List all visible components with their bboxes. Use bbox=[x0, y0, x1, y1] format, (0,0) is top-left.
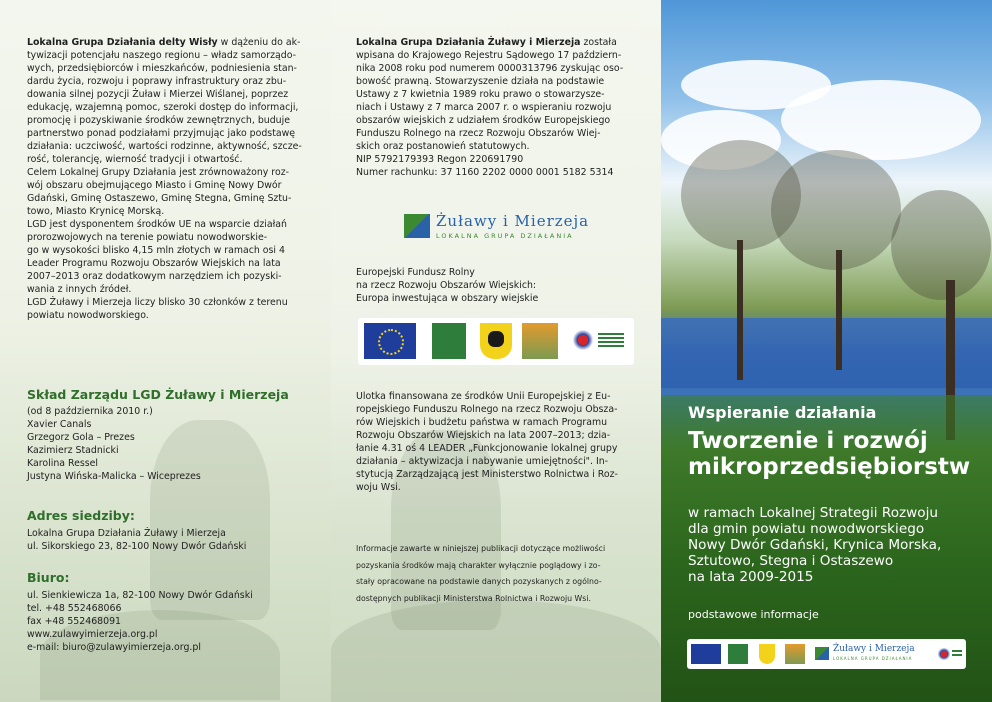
eu-fund-line: Europejski Fundusz Rolny bbox=[356, 267, 475, 278]
lgd-logo-subtitle: LOKALNA GRUPA DZIAŁANIA bbox=[436, 232, 574, 240]
intro-line: towo, Miasto Krynicę Morską. bbox=[27, 206, 165, 217]
intro-line: w dążeniu do ak- bbox=[220, 37, 301, 48]
intro-line: Leader Programu Rozwoju Obszarów Wiejskich na lata bbox=[27, 258, 281, 269]
intro-line: partnerstwo ponad podziałami przyjmując jako podstawę bbox=[27, 128, 296, 139]
disclaimer-line: Informacje zawarte w niniejszej publikacji dotyczące możliwości bbox=[356, 544, 606, 553]
intro-line: Gdański, Gminę Ostaszewo, Gminę Stegna, Gminę Sztu- bbox=[27, 193, 292, 204]
funding-line: woju Wsi. bbox=[356, 482, 401, 493]
cover-subtitle-line: w ramach Lokalnej Strategii Rozwoju bbox=[688, 505, 938, 521]
intro-line: została bbox=[583, 37, 617, 48]
intro-line: tywizacji potencjału naszego regionu – władz samorządo- bbox=[27, 50, 297, 61]
intro-line: wój obszaru obejmującego Miasto i Gminę Nowy Dwór bbox=[27, 180, 282, 191]
flooded-meadow-water bbox=[661, 318, 992, 388]
eu-fund-text bbox=[356, 266, 637, 305]
address-line: Lokalna Grupa Działania Żuławy i Mierzeja bbox=[27, 528, 226, 539]
intro-line: prorozwojowych na terenie powiatu nowodworskie- bbox=[27, 232, 268, 243]
board-members-list bbox=[27, 405, 307, 483]
intro-line: powiatu nowodworskiego. bbox=[27, 310, 149, 321]
cover-title-line: Tworzenie i rozwój bbox=[688, 428, 928, 454]
intro-line: wpisana do Krajowego Rejestru Sądowego 17 październ- bbox=[356, 50, 622, 61]
board-line: Xavier Canals bbox=[27, 419, 92, 430]
people-logo-icon bbox=[522, 323, 558, 359]
funding-line: Ulotka finansowana ze środków Unii Europejskiej z Eu- bbox=[356, 391, 611, 402]
prow-logo-icon bbox=[570, 323, 628, 359]
funding-line: ropejskiego Funduszu Rolnego na rzecz Rozwoju Obsza- bbox=[356, 404, 618, 415]
funding-line: działania – aktywizacja i nabywanie umiejętności". In- bbox=[356, 456, 609, 467]
cover-subtitle bbox=[688, 505, 941, 585]
intro-line: dardu życia, rozwoju i poprawy infrastruktury oraz zbu- bbox=[27, 76, 287, 87]
cover-panel bbox=[661, 0, 992, 702]
left-intro-bold: Lokalna Grupa Działania delty Wisły bbox=[27, 37, 218, 48]
intro-line: wych, przedsiębiorców i mieszkańców, podniesienia stan- bbox=[27, 63, 297, 74]
intro-line: skich oraz postanowień statutowych. bbox=[356, 141, 530, 152]
email-link[interactable]: e-mail: biuro@zulawyimierzeja.org.pl bbox=[27, 642, 201, 653]
eu-flag-icon bbox=[691, 644, 721, 664]
intro-line: nika 2008 roku pod numerem 0000313796 zyskując oso- bbox=[356, 63, 624, 74]
cover-kicker: Wspieranie działania bbox=[688, 403, 877, 422]
intro-line: bowość prawną. Stowarzyszenie działa na podstawie bbox=[356, 76, 605, 87]
cloud-shape bbox=[781, 80, 981, 160]
lgd-logo-mark-icon bbox=[815, 647, 829, 660]
disclaimer-text bbox=[356, 541, 637, 607]
office-section-title: Biuro: bbox=[27, 570, 70, 585]
intro-line: LGD Żuławy i Mierzeja liczy blisko 30 członków z terenu bbox=[27, 297, 288, 308]
prow-logo-icon bbox=[937, 644, 963, 664]
address-block bbox=[27, 527, 307, 553]
board-line: Karolina Ressel bbox=[27, 458, 98, 469]
address-section-title: Adres siedziby: bbox=[27, 508, 135, 523]
funding-line: łanie 4.31 oś 4 LEADER „Funkcjonowanie lokalnej grupy bbox=[356, 443, 618, 454]
intro-line: LGD jest dysponentem środków UE na wsparcie działań bbox=[27, 219, 287, 230]
intro-line: niach i Ustawy z 7 marca 2007 r. o wspieraniu rozwoju bbox=[356, 102, 612, 113]
intro-line: rość, tolerancję, wierność tradycji i otwartość. bbox=[27, 154, 243, 165]
leader-logo-icon bbox=[432, 323, 466, 359]
intro-line: promocję i pozyskiwanie środków zewnętrznych, buduje bbox=[27, 115, 290, 126]
board-section-title: Skład Zarządu LGD Żuławy i Mierzeja bbox=[27, 387, 289, 402]
cover-subtitle-line: Nowy Dwór Gdański, Krynica Morska, bbox=[688, 537, 942, 553]
board-line: Grzegorz Gola – Prezes bbox=[27, 432, 135, 443]
pomorskie-crest-icon bbox=[480, 323, 512, 359]
fax-line: fax +48 552468091 bbox=[27, 616, 122, 627]
lgd-logo-name: Żuławy i Mierzeja bbox=[436, 212, 590, 230]
intro-line: obszarów wiejskich z udziałem środków Europejskiego bbox=[356, 115, 611, 126]
disclaimer-line: stały opracowane na podstawie danych pozyskanych z ogólno- bbox=[356, 577, 602, 586]
lgd-logo-name: Żuławy i Mierzeja bbox=[833, 644, 915, 654]
eu-fund-line: Europa inwestująca w obszary wiejskie bbox=[356, 293, 539, 304]
address-line: ul. Sikorskiego 23, 82-100 Nowy Dwór Gdański bbox=[27, 541, 247, 552]
tree-trunk-shape bbox=[737, 240, 743, 380]
pomorskie-crest-icon bbox=[759, 644, 775, 664]
middle-intro-text bbox=[356, 36, 637, 179]
funding-line: rów Wiejskich i budżetu państwa w ramach Programu bbox=[356, 417, 608, 428]
funding-line: stytucją Zarządzającą jest Ministerstwo Rolnictwa i Roz- bbox=[356, 469, 618, 480]
cover-subtitle-line: Sztutowo, Stegna i Ostaszewo bbox=[688, 553, 894, 569]
cover-basic-info: podstawowe informacje bbox=[688, 608, 819, 621]
lgd-logo bbox=[404, 212, 594, 242]
office-contact-block bbox=[27, 589, 307, 654]
funding-text bbox=[356, 390, 637, 494]
bank-account-line: Numer rachunku: 37 1160 2202 0000 0001 5182 5314 bbox=[356, 167, 614, 178]
leader-logo-icon bbox=[728, 644, 748, 664]
left-intro-text bbox=[27, 36, 307, 322]
disclaimer-line: dostępnych publikacji Ministerstwa Rolnictwa i Rozwoju Wsi. bbox=[356, 593, 591, 603]
board-line: (od 8 października 2010 r.) bbox=[27, 406, 153, 417]
tree-crown-shape bbox=[891, 190, 991, 300]
intro-line: 2007–2013 oraz dodatkowym narzędziem ich pozyski- bbox=[27, 271, 282, 282]
website-link[interactable]: www.zulawyimierzeja.org.pl bbox=[27, 629, 158, 640]
intro-line: go w wysokości blisko 4,15 mln złotych w ramach osi 4 bbox=[27, 245, 285, 256]
middle-intro-bold: Lokalna Grupa Działania Żuławy i Mierzeja bbox=[356, 37, 581, 48]
intro-line: Ustawy z 7 kwietnia 1989 roku prawo o stowarzysze- bbox=[356, 89, 605, 100]
board-line: Justyna Wińska-Malicka – Wiceprezes bbox=[27, 471, 201, 482]
disclaimer-line: pozyskania środków mają charakter wyłącznie poglądowy i zo- bbox=[356, 560, 601, 570]
nip-regon-line: NIP 5792179393 Regon 220691790 bbox=[356, 154, 524, 165]
phone-line: tel. +48 552468066 bbox=[27, 603, 122, 614]
board-line: Kazimierz Stadnicki bbox=[27, 445, 119, 456]
lgd-logo-subtitle: LOKALNA GRUPA DZIAŁANIA bbox=[833, 656, 913, 661]
cover-subtitle-line: na lata 2009-2015 bbox=[688, 569, 814, 585]
funding-line: Rozwoju Obszarów Wiejskich na lata 2007–2013; dzia- bbox=[356, 430, 611, 441]
intro-line: edukację, wzajemną pomoc, szeroki dostęp do informacji, bbox=[27, 102, 299, 113]
intro-line: Celem Lokalnej Grupy Działania jest zrównoważony roz- bbox=[27, 167, 289, 178]
background-grass-silhouette bbox=[331, 600, 661, 702]
people-logo-icon bbox=[785, 644, 805, 664]
cover-sponsor-strip bbox=[687, 639, 966, 669]
intro-line: działania: uczciwość, wartości rodzinne, aktywność, szcze- bbox=[27, 141, 302, 152]
cover-title bbox=[688, 428, 970, 480]
intro-line: wania z innych źródeł. bbox=[27, 284, 132, 295]
sponsor-logo-strip bbox=[358, 318, 634, 365]
tree-trunk-shape bbox=[836, 250, 842, 370]
intro-line: Funduszu Rolnego na rzecz Rozwoju Obszarów Wiej- bbox=[356, 128, 601, 139]
eu-fund-line: na rzecz Rozwoju Obszarów Wiejskich: bbox=[356, 280, 537, 291]
cover-subtitle-line: dla gmin powiatu nowodworskiego bbox=[688, 521, 925, 537]
office-address-line: ul. Sienkiewicza 1a, 82-100 Nowy Dwór Gdański bbox=[27, 590, 253, 601]
intro-line: dowania silnej pozycji Żuław i Mierzei Wiślanej, poprzez bbox=[27, 89, 289, 100]
lgd-logo bbox=[815, 644, 933, 664]
eu-flag-icon bbox=[364, 323, 416, 359]
lgd-logo-mark-icon bbox=[404, 214, 430, 238]
cover-title-line: mikroprzedsiębiorstw bbox=[688, 454, 971, 480]
